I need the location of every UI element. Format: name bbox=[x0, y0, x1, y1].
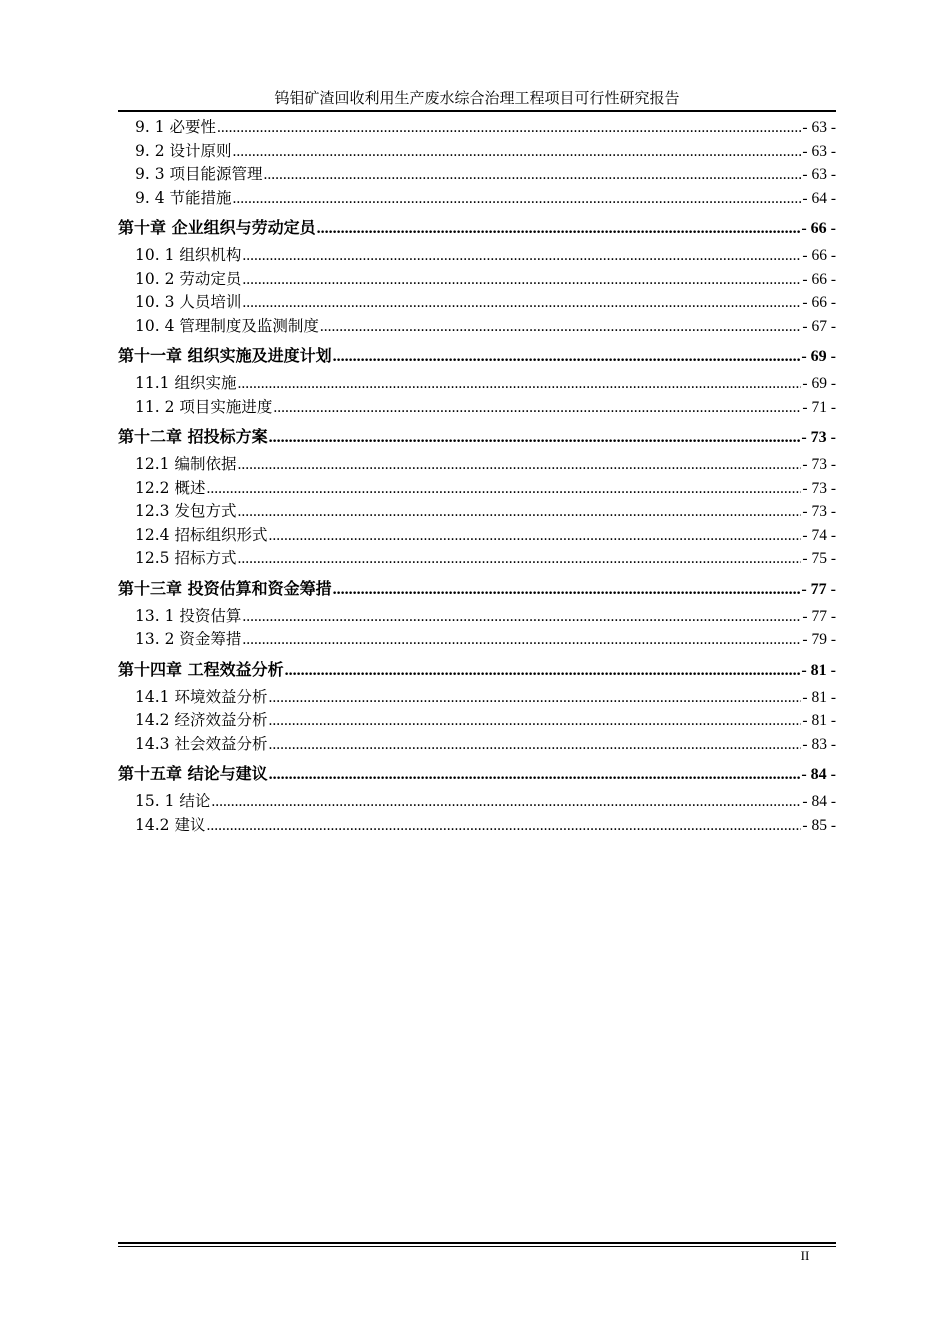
toc-entry-9-3[interactable] bbox=[118, 163, 836, 187]
dot-leader bbox=[333, 573, 801, 606]
toc-entry-11-1[interactable] bbox=[118, 372, 836, 396]
dot-leader bbox=[317, 212, 801, 245]
dot-leader bbox=[237, 547, 801, 571]
toc-entry-page: - 79 - bbox=[802, 631, 836, 648]
toc-chapter-page: - 77 - bbox=[801, 580, 836, 598]
dot-leader bbox=[233, 187, 802, 211]
toc-entry-label: 14.2 建议 bbox=[135, 815, 206, 834]
toc-entry-12-5[interactable] bbox=[118, 547, 836, 571]
toc-chapter-page: - 73 - bbox=[801, 429, 836, 446]
toc-entry-11-2[interactable] bbox=[118, 396, 836, 420]
toc-entry-label: 12.4 招标组织形式 bbox=[135, 525, 268, 544]
page-number: II bbox=[800, 1248, 810, 1263]
dot-leader bbox=[237, 500, 801, 524]
toc-entry-page: - 75 - bbox=[802, 550, 836, 567]
toc-chapter-label: 第十章 企业组织与劳动定员 bbox=[118, 218, 316, 237]
toc-chapter-label: 第十五章 结论与建议 bbox=[118, 764, 268, 783]
toc-entry-13-1[interactable] bbox=[118, 605, 836, 629]
toc-entry-label: 12.5 招标方式 bbox=[135, 549, 237, 567]
toc-entry-page: - 64 - bbox=[802, 189, 836, 207]
toc-entry-label: 14.1 环境效益分析 bbox=[135, 687, 268, 706]
toc-chapter-label: 第十二章 招投标方案 bbox=[118, 427, 268, 446]
table-of-contents bbox=[118, 116, 836, 837]
toc-entry-label: 12.2 概述 bbox=[135, 478, 206, 497]
toc-entry-page: - 66 - bbox=[802, 247, 836, 264]
toc-chapter-11[interactable] bbox=[118, 339, 836, 372]
toc-entry-label: 13. 1 投资估算 bbox=[135, 606, 242, 625]
toc-entry-page: - 66 - bbox=[802, 294, 836, 311]
toc-entry-label: 13. 2 资金筹措 bbox=[135, 630, 242, 648]
toc-entry-14-2[interactable] bbox=[118, 709, 836, 733]
toc-entry-10-2[interactable] bbox=[118, 268, 836, 292]
dot-leader bbox=[217, 116, 801, 140]
dot-leader bbox=[273, 396, 801, 420]
toc-entry-label: 12.1 编制依据 bbox=[135, 455, 237, 473]
toc-chapter-label: 第十三章 投资估算和资金筹措 bbox=[118, 578, 332, 598]
dot-leader bbox=[233, 140, 802, 164]
toc-entry-label: 10. 4 管理制度及监测制度 bbox=[135, 316, 319, 335]
toc-entry-12-2[interactable] bbox=[118, 477, 836, 501]
toc-entry-10-3[interactable] bbox=[118, 291, 836, 315]
toc-chapter-10[interactable] bbox=[118, 211, 836, 244]
toc-entry-page: - 85 - bbox=[802, 816, 836, 834]
toc-entry-12-4[interactable] bbox=[118, 524, 836, 548]
toc-entry-page: - 63 - bbox=[802, 166, 836, 183]
dot-leader bbox=[269, 758, 801, 791]
toc-entry-12-1[interactable] bbox=[118, 453, 836, 477]
footer-divider bbox=[118, 1242, 836, 1244]
dot-leader bbox=[268, 733, 801, 757]
toc-entry-page: - 81 - bbox=[802, 688, 836, 706]
toc-entry-page: - 73 - bbox=[802, 503, 836, 520]
dot-leader bbox=[320, 315, 802, 339]
toc-chapter-page: - 81 - bbox=[801, 661, 836, 679]
dot-leader bbox=[242, 605, 801, 629]
header-divider bbox=[118, 110, 836, 112]
toc-entry-label: 10. 2 劳动定员 bbox=[135, 269, 242, 288]
dot-leader bbox=[242, 628, 801, 652]
toc-entry-page: - 66 - bbox=[802, 270, 836, 288]
toc-entry-page: - 83 - bbox=[802, 735, 836, 753]
dot-leader bbox=[211, 790, 801, 814]
toc-entry-page: - 74 - bbox=[802, 526, 836, 544]
toc-entry-page: - 63 - bbox=[802, 119, 836, 136]
toc-entry-page: - 73 - bbox=[802, 456, 836, 473]
toc-entry-label: 10. 1 组织机构 bbox=[135, 246, 242, 264]
toc-entry-9-2[interactable] bbox=[118, 140, 836, 164]
toc-chapter-page: - 84 - bbox=[801, 766, 836, 783]
toc-entry-label: 9. 3 项目能源管理 bbox=[135, 165, 263, 183]
toc-chapter-14[interactable] bbox=[118, 653, 836, 686]
toc-entry-page: - 81 - bbox=[802, 712, 836, 729]
toc-entry-9-4[interactable] bbox=[118, 187, 836, 211]
toc-entry-14-3[interactable] bbox=[118, 733, 836, 757]
toc-entry-15-1[interactable] bbox=[118, 790, 836, 814]
toc-chapter-12[interactable] bbox=[118, 420, 836, 453]
toc-entry-14-1[interactable] bbox=[118, 686, 836, 710]
toc-entry-label: 11. 2 项目实施进度 bbox=[135, 397, 273, 416]
dot-leader bbox=[242, 244, 801, 268]
toc-entry-10-1[interactable] bbox=[118, 244, 836, 268]
toc-entry-page: - 73 - bbox=[802, 479, 836, 497]
toc-chapter-15[interactable] bbox=[118, 757, 836, 790]
dot-leader bbox=[268, 686, 801, 710]
dot-leader bbox=[242, 291, 801, 315]
toc-entry-label: 9. 2 设计原则 bbox=[135, 141, 232, 160]
toc-chapter-page: - 66 - bbox=[801, 220, 836, 237]
toc-entry-page: - 77 - bbox=[802, 607, 836, 625]
toc-entry-label: 9. 4 节能措施 bbox=[135, 188, 232, 207]
dot-leader bbox=[237, 372, 801, 396]
toc-chapter-label: 第十四章 工程效益分析 bbox=[118, 659, 284, 679]
dot-leader bbox=[264, 163, 802, 187]
dot-leader bbox=[242, 268, 801, 292]
toc-entry-page: - 63 - bbox=[802, 142, 836, 160]
toc-entry-label: 11.1 组织实施 bbox=[135, 374, 237, 392]
toc-entry-label: 9. 1 必要性 bbox=[135, 118, 217, 136]
toc-entry-label: 14.3 社会效益分析 bbox=[135, 734, 268, 753]
toc-chapter-label: 第十一章 组织实施及进度计划 bbox=[118, 346, 332, 365]
toc-entry-page: - 67 - bbox=[802, 317, 836, 335]
toc-entry-13-2[interactable] bbox=[118, 628, 836, 652]
toc-entry-9-1[interactable] bbox=[118, 116, 836, 140]
footer-divider-thin bbox=[118, 1246, 836, 1247]
toc-chapter-page: - 69 - bbox=[801, 348, 836, 365]
dot-leader bbox=[285, 654, 801, 687]
toc-chapter-13[interactable] bbox=[118, 572, 836, 605]
dot-leader bbox=[333, 340, 801, 373]
toc-entry-label: 10. 3 人员培训 bbox=[135, 293, 242, 311]
toc-entry-page: - 84 - bbox=[802, 793, 836, 810]
toc-entry-label: 14.2 经济效益分析 bbox=[135, 711, 268, 729]
dot-leader bbox=[268, 524, 801, 548]
dot-leader bbox=[206, 814, 801, 838]
toc-entry-label: 15. 1 结论 bbox=[135, 792, 211, 810]
toc-entry-12-3[interactable] bbox=[118, 500, 836, 524]
dot-leader bbox=[237, 453, 801, 477]
toc-entry-page: - 71 - bbox=[802, 398, 836, 416]
dot-leader bbox=[268, 709, 801, 733]
toc-entry-10-4[interactable] bbox=[118, 315, 836, 339]
document-header-title: 钨钼矿渣回收利用生产废水综合治理工程项目可行性研究报告 bbox=[274, 89, 680, 107]
dot-leader bbox=[206, 477, 801, 501]
toc-entry-label: 12.3 发包方式 bbox=[135, 502, 237, 520]
dot-leader bbox=[269, 421, 801, 454]
toc-entry-page: - 69 - bbox=[802, 375, 836, 392]
toc-entry-15-2[interactable] bbox=[118, 814, 836, 838]
